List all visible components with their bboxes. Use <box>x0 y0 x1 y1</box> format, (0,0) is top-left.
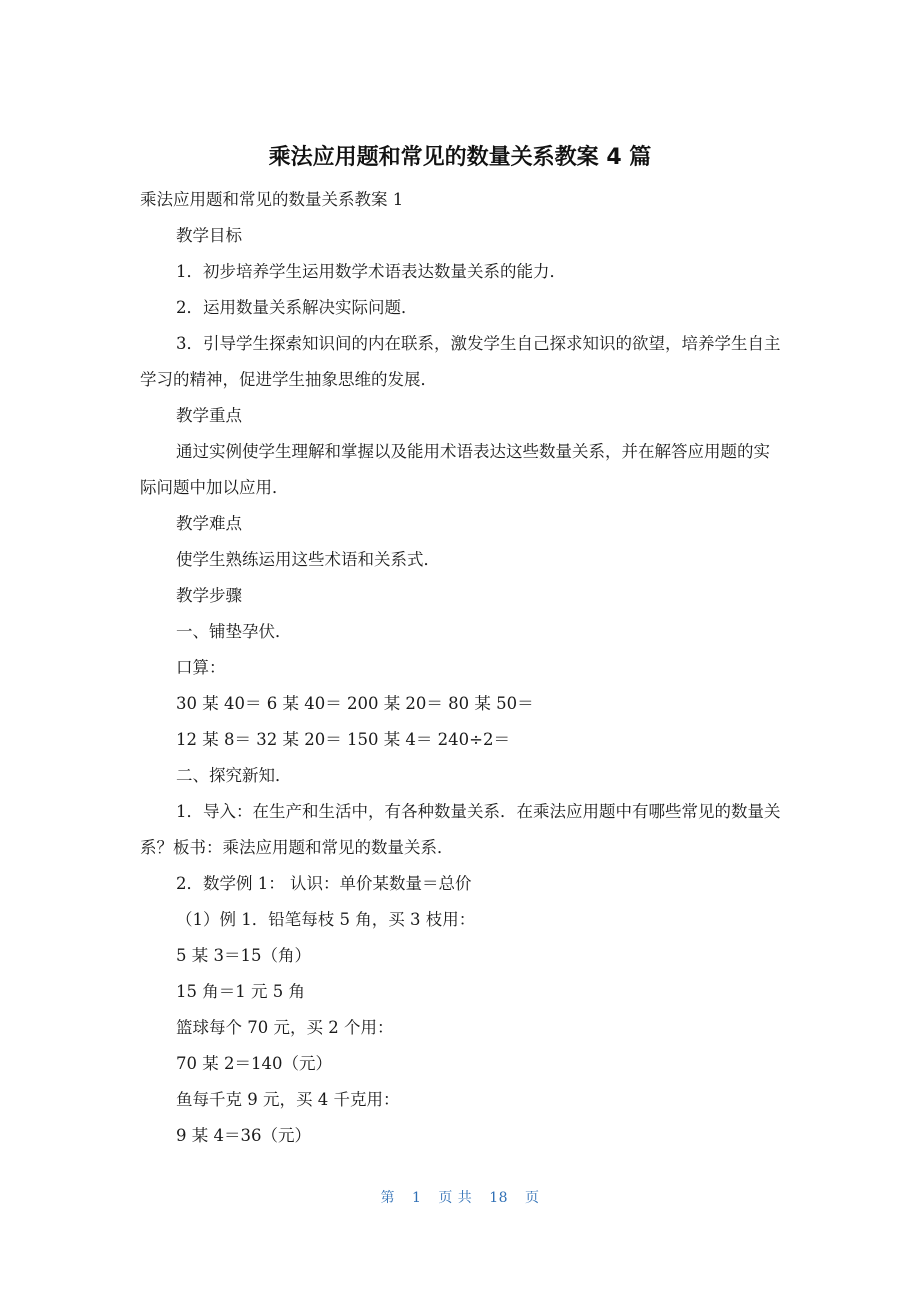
intro-paragraph: 1．导入：在生产和生活中，有各种数量关系．在乘法应用题中有哪些常见的数量关系？板书：乘法应用题和常见的数量关系． <box>140 802 781 857</box>
document-body <box>140 182 782 1154</box>
key-points-paragraph: 通过实例使学生理解和掌握以及能用术语表达这些数量关系，并在解答应用题的实际问题中加以应用． <box>140 442 770 497</box>
step-one-heading: 一、铺垫孕伏． <box>176 622 292 641</box>
equation-fish: 9 某 4＝36（元） <box>176 1126 311 1145</box>
footer-suffix: 页 <box>525 1190 540 1206</box>
footer-mid: 页 共 <box>438 1190 473 1206</box>
subheading-teaching-goals: 教学目标 <box>176 226 242 245</box>
subheading-teaching-steps: 教学步骤 <box>176 586 242 605</box>
example-1-heading: 2．数学例 1： 认识：单价某数量＝总价 <box>176 874 472 893</box>
footer-total-pages: 18 <box>489 1190 509 1206</box>
page-footer <box>0 1186 920 1210</box>
goal-item-1: 1．初步培养学生运用数学术语表达数量关系的能力． <box>176 262 566 281</box>
footer-prefix: 第 <box>380 1190 395 1206</box>
subheading-difficulties: 教学难点 <box>176 514 242 533</box>
equation-pencil: 5 某 3＝15（角） <box>176 946 311 965</box>
conversion-pencil: 15 角＝1 元 5 角 <box>176 982 305 1001</box>
footer-current-page: 1 <box>411 1190 422 1206</box>
goal-item-3: 3．引导学生探索知识间的内在联系，激发学生自己探求知识的欲望，培养学生自主学习的精神，促进学生抽象思维的发展． <box>140 334 781 389</box>
goal-item-2: 2．运用数量关系解决实际问题． <box>176 298 418 317</box>
document-title: 乘法应用题和常见的数量关系教案 4 篇 <box>268 145 652 170</box>
equation-basketball: 70 某 2＝140（元） <box>176 1054 332 1073</box>
step-two-heading: 二、探究新知． <box>176 766 292 785</box>
difficulties-paragraph: 使学生熟练运用这些术语和关系式． <box>176 550 440 569</box>
example-fish: 鱼每千克 9 元，买 4 千克用： <box>176 1090 400 1109</box>
mental-math-row-1: 30 某 40＝ 6 某 40＝ 200 某 20＝ 80 某 50＝ <box>176 694 534 713</box>
example-1-pencil: （1）例 1．铅笔每枝 5 角，买 3 枝用： <box>176 910 476 929</box>
subheading-key-points: 教学重点 <box>176 406 242 425</box>
mental-math-label: 口算： <box>176 658 226 677</box>
example-basketball: 篮球每个 70 元，买 2 个用： <box>176 1018 394 1037</box>
mental-math-row-2: 12 某 8＝ 32 某 20＝ 150 某 4＝ 240÷2＝ <box>176 730 510 749</box>
section-heading: 乘法应用题和常见的数量关系教案 1 <box>140 190 404 209</box>
